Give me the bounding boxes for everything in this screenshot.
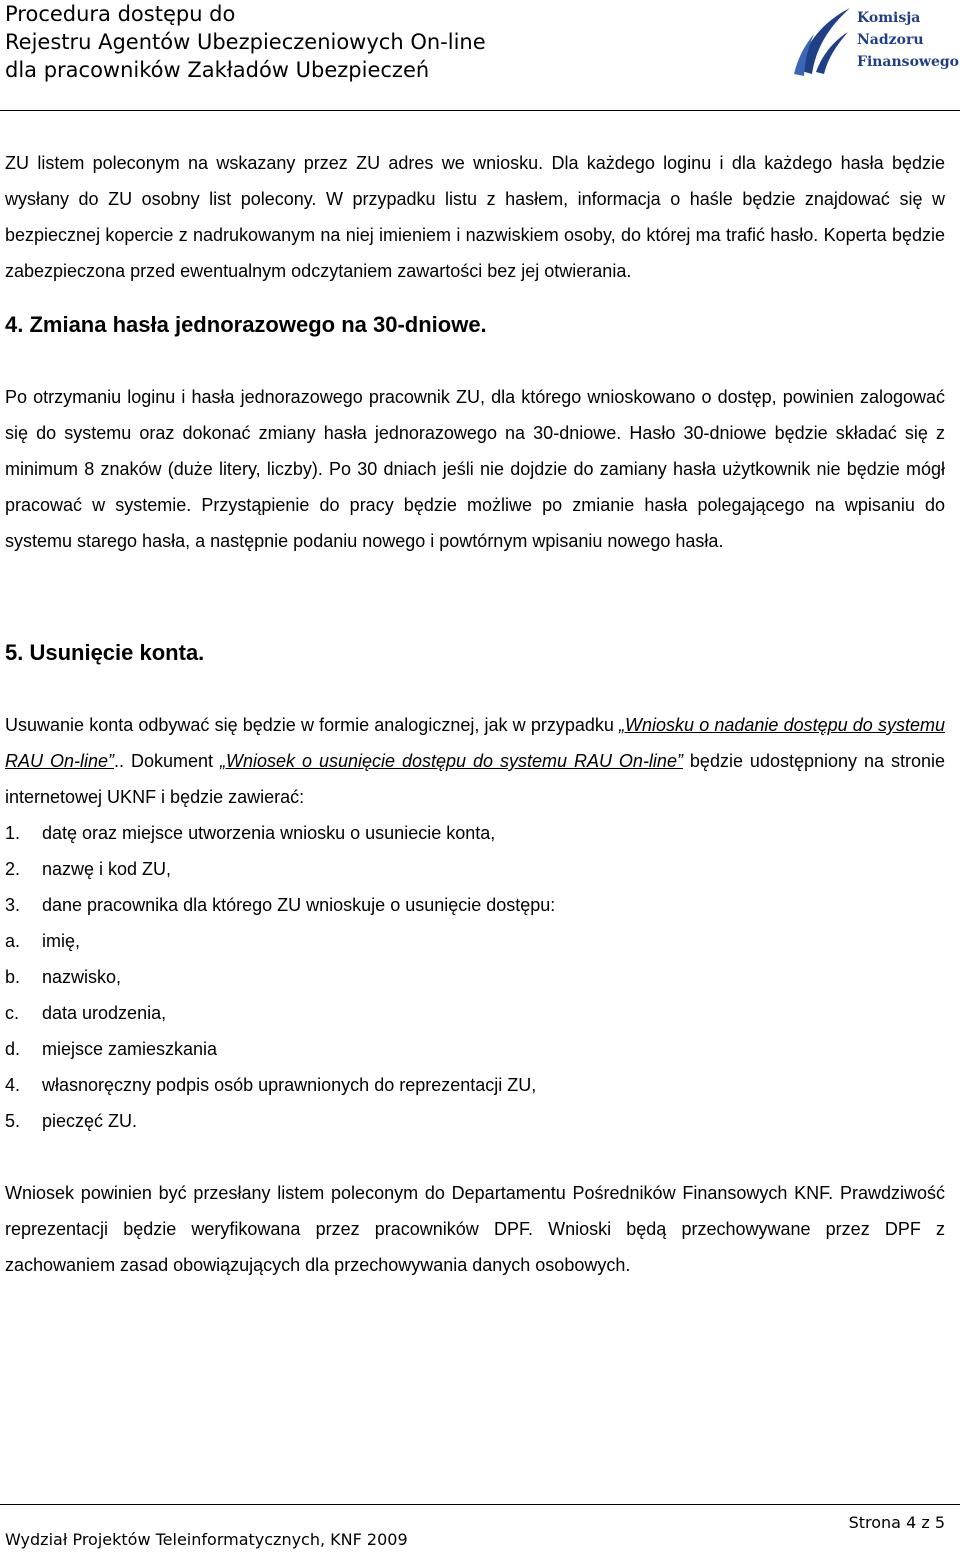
list-item-text: własnoręczny podpis osób uprawnionych do reprezentacji ZU, [42, 1075, 537, 1095]
page-content [5, 145, 945, 1283]
document-title [5, 0, 486, 84]
footer-department: Wydział Projektów Teleinformatycznych, KNF 2009 [5, 1530, 408, 1549]
sublist-item-letter: a. [5, 931, 21, 951]
list-item-text: datę oraz miejsce utworzenia wniosku o usuniecie konta, [42, 823, 496, 843]
section-4-paragraph: Po otrzymaniu loginu i hasła jednorazowego pracownik ZU, dla którego wnioskowano o dostęp, powinien zalogować się do systemu oraz dokonać zmiany hasła jednorazowego na 30-dniowe. Hasło 30-dniowe będzie składać się z minimum 8 znaków (duże litery, liczby). Po 30 dniach jeśli nie dojdzie do zamiany hasła użytkownik nie będzie mógł pracować w systemie. Przystąpienie do pracy będzie możliwe po zmianie hasła polegającego na wpisaniu do systemu starego hasła, a następnie podaniu nowego i powtórnym wpisaniu nowego hasła. [5, 387, 945, 551]
sublist-item-text: data urodzenia, [42, 1003, 167, 1023]
sublist-item [5, 923, 945, 959]
section-5-heading: 5. Usunięcie konta. [5, 640, 205, 665]
list-item-number: 3. [5, 895, 21, 915]
list-item-text: pieczęć ZU. [42, 1111, 138, 1131]
application-grant-link: „Wniosku o nadanie dostępu do systemu RAU On-line” [5, 715, 945, 771]
list-item-text: nazwę i kod ZU, [42, 859, 172, 879]
sublist-item [5, 959, 945, 995]
sublist-item-letter: c. [5, 1003, 20, 1023]
sublist-item [5, 995, 945, 1031]
logo-line-3: Finansowego [857, 54, 959, 70]
footer-divider [0, 1504, 960, 1505]
requirements-list [5, 815, 945, 923]
list-item [5, 887, 945, 923]
section-5-text-c: będzie udostępniony na stronie internetowej UKNF i będzie zawierać: [5, 751, 945, 807]
employee-data-sublist [5, 923, 945, 1067]
section-5-paragraph [5, 707, 945, 815]
header-divider [0, 110, 960, 111]
sublist-item-text: nazwisko, [42, 967, 122, 987]
section-4-heading: 4. Zmiana hasła jednorazowego na 30-dniowe. [5, 312, 487, 337]
sublist-item-text: imię, [42, 931, 81, 951]
title-line-3: dla pracowników Zakładów Ubezpieczeń [5, 58, 430, 82]
closing-paragraph: Wniosek powinien być przesłany listem poleconym do Departamentu Pośredników Finansowych KNF. Prawdziwość reprezentacji będzie weryfikowana przez pracowników DPF. Wnioski będą przechowywane przez DPF z zachowaniem zasad obowiązujących dla przechowywania danych osobowych. [5, 1183, 945, 1275]
title-line-2: Rejestru Agentów Ubezpieczeniowych On-line [5, 30, 486, 54]
list-item [5, 815, 945, 851]
page-header [0, 0, 960, 112]
intro-paragraph: ZU listem poleconym na wskazany przez ZU adres we wniosku. Dla każdego loginu i dla każdego hasła będzie wysłany do ZU osobny list polecony. W przypadku listu z hasłem, informacja o haśle będzie znajdować się w bezpiecznej kopercie z nadrukowanym na niej imieniem i nazwiskiem osoby, do której ma trafić hasło. Koperta będzie zabezpieczona przed ewentualnym odczytaniem zawartości bez jej otwierania. [5, 153, 945, 281]
list-item [5, 851, 945, 887]
list-item-text: dane pracownika dla którego ZU wnioskuje o usunięcie dostępu: [42, 895, 556, 915]
title-line-1: Procedura dostępu do [5, 2, 236, 26]
logo-line-2: Nadzoru [857, 32, 924, 48]
logo-line-1: Komisja [857, 10, 921, 26]
sublist-item [5, 1031, 945, 1067]
logo-text [857, 7, 959, 73]
list-item-number: 1. [5, 823, 21, 843]
sublist-item-text: miejsce zamieszkania [42, 1039, 218, 1059]
list-item-number: 4. [5, 1075, 21, 1095]
list-item-number: 5. [5, 1111, 21, 1131]
list-item [5, 1103, 945, 1139]
section-5-text-a: Usuwanie konta odbywać się będzie w formie analogicznej, jak w przypadku [5, 715, 620, 735]
requirements-list-continued [5, 1067, 945, 1139]
page-number: Strona 4 z 5 [848, 1513, 945, 1532]
application-removal-link: „Wniosek o usunięcie dostępu do systemu RAU On-line” [219, 751, 683, 771]
knf-logo-mark-icon [792, 4, 854, 78]
list-item-number: 2. [5, 859, 21, 879]
sublist-item-letter: b. [5, 967, 21, 987]
list-item [5, 1067, 945, 1103]
knf-logo [792, 4, 957, 78]
section-5-text-b: .. Dokument [114, 751, 220, 771]
sublist-item-letter: d. [5, 1039, 21, 1059]
